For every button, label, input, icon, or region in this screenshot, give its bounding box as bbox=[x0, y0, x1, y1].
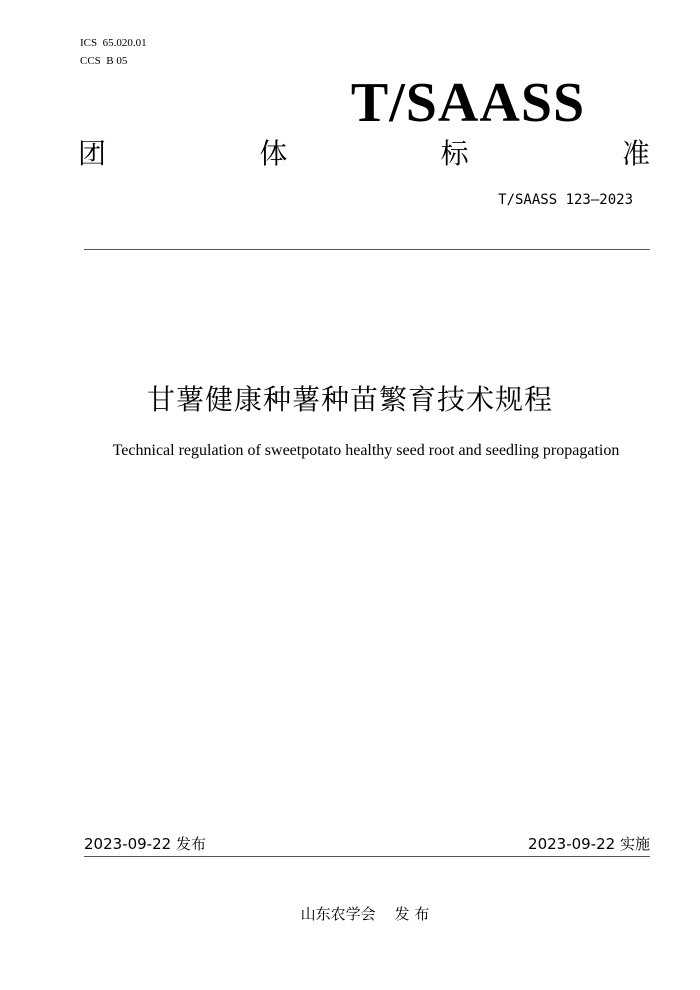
issuing-organization: 山东农学会 发 布 bbox=[300, 905, 430, 923]
footer-divider bbox=[84, 856, 650, 857]
implementation-date: 2023-09-22 实施 bbox=[528, 835, 650, 853]
ccs-code: CCS B 05 bbox=[80, 55, 128, 67]
standard-category bbox=[78, 134, 650, 174]
document-title-english: Technical regulation of sweetpotato healthy seed root and seedling propagation bbox=[112, 442, 620, 459]
standard-code: T/SAASS 123—2023 bbox=[498, 192, 633, 208]
category-char: 准 bbox=[621, 137, 650, 170]
category-char: 体 bbox=[259, 137, 288, 170]
organization-logo-text: T/SAASS bbox=[350, 72, 586, 134]
ics-code: ICS 65.020.01 bbox=[80, 37, 147, 49]
category-char: 团 bbox=[78, 137, 107, 170]
category-char: 标 bbox=[440, 137, 469, 170]
header-divider bbox=[84, 249, 650, 250]
document-title-chinese: 甘薯健康种薯种苗繁育技术规程 bbox=[146, 383, 553, 416]
publish-date: 2023-09-22 发布 bbox=[84, 835, 206, 853]
